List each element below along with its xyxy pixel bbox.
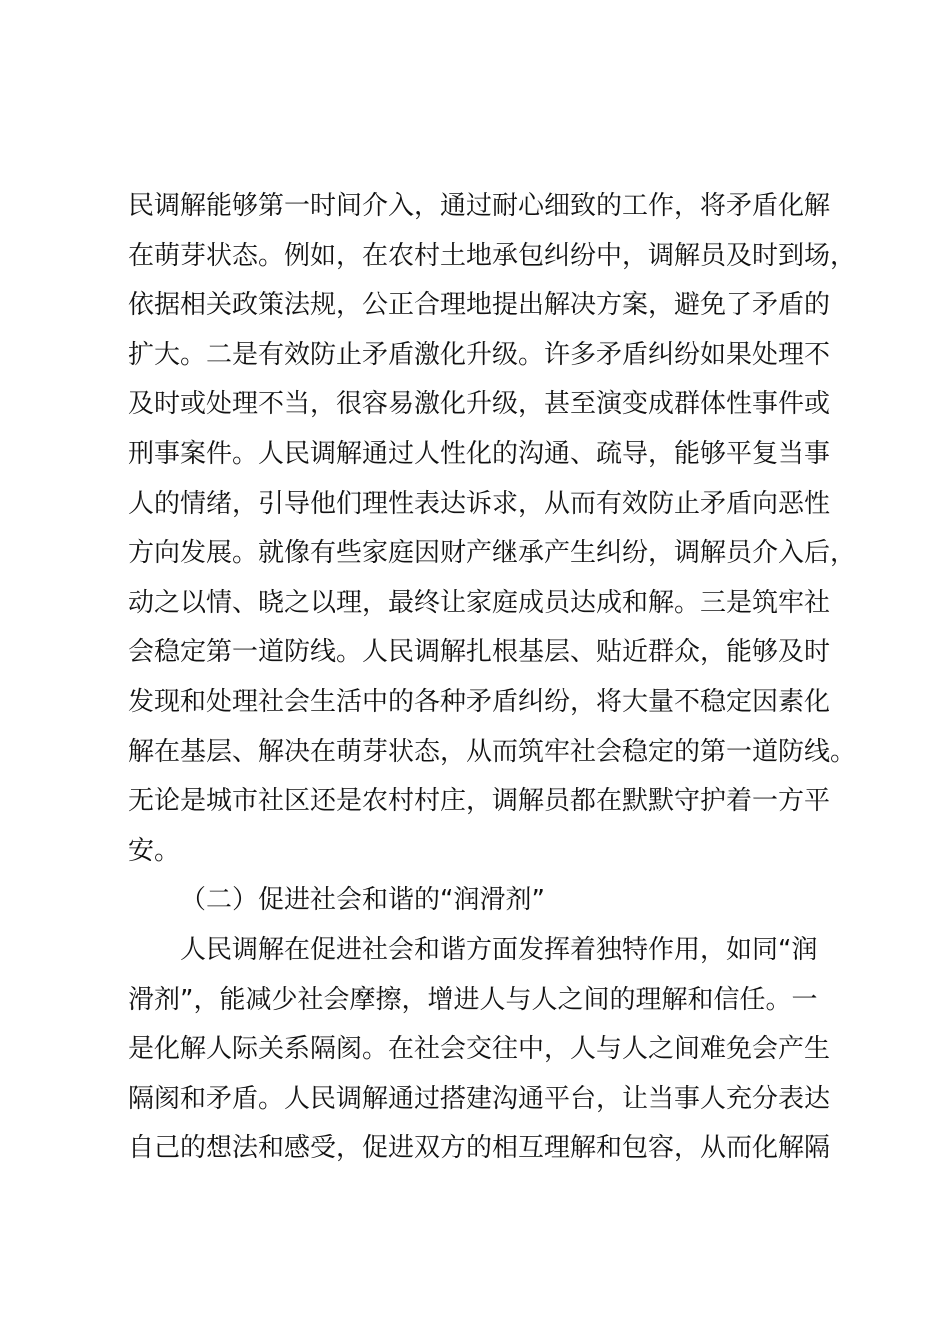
text-line: 方向发展。就像有些家庭因财产继承产生纠纷，调解员介入后，	[128, 538, 857, 569]
text-line: 发现和处理社会生活中的各种矛盾纠纷，将大量不稳定因素化	[128, 686, 831, 717]
text-line: 解在基层、解决在萌芽状态，从而筑牢社会稳定的第一道防线。	[128, 736, 857, 767]
body-text	[128, 182, 857, 1174]
text-line: 自己的想法和感受，促进双方的相互理解和包容，从而化解隔	[128, 1133, 831, 1164]
text-line: 是化解人际关系隔阂。在社会交往中，人与人之间难免会产生	[128, 1034, 831, 1065]
paragraph-first-line: 人民调解在促进社会和谐方面发挥着独特作用，如同“润	[180, 934, 818, 965]
text-line: 刑事案件。人民调解通过人性化的沟通、疏导，能够平复当事	[128, 438, 831, 469]
text-line: 人的情绪，引导他们理性表达诉求，从而有效防止矛盾向恶性	[128, 488, 831, 519]
text-line: 动之以情、晓之以理，最终让家庭成员达成和解。三是筑牢社	[128, 587, 831, 618]
text-line: 滑剂”，能减少社会摩擦，增进人与人之间的理解和信任。一	[128, 984, 818, 1015]
text-line: 扩大。二是有效防止矛盾激化升级。许多矛盾纠纷如果处理不	[128, 339, 831, 370]
text-line: 民调解能够第一时间介入，通过耐心细致的工作，将矛盾化解	[128, 191, 831, 221]
text-line: 安。	[128, 835, 181, 866]
section-heading: （二）促进社会和谐的“润滑剂”	[180, 885, 545, 916]
text-line: 在萌芽状态。例如，在农村土地承包纠纷中，调解员及时到场，	[128, 240, 857, 271]
text-line: 无论是城市社区还是农村村庄，调解员都在默默守护着一方平	[128, 786, 831, 817]
text-line: 会稳定第一道防线。人民调解扎根基层、贴近群众，能够及时	[128, 637, 831, 668]
text-line: 依据相关政策法规，公正合理地提出解决方案，避免了矛盾的	[128, 290, 831, 321]
text-line: 及时或处理不当，很容易激化升级，甚至演变成群体性事件或	[128, 389, 831, 420]
text-line: 隔阂和矛盾。人民调解通过搭建沟通平台，让当事人充分表达	[128, 1083, 831, 1114]
